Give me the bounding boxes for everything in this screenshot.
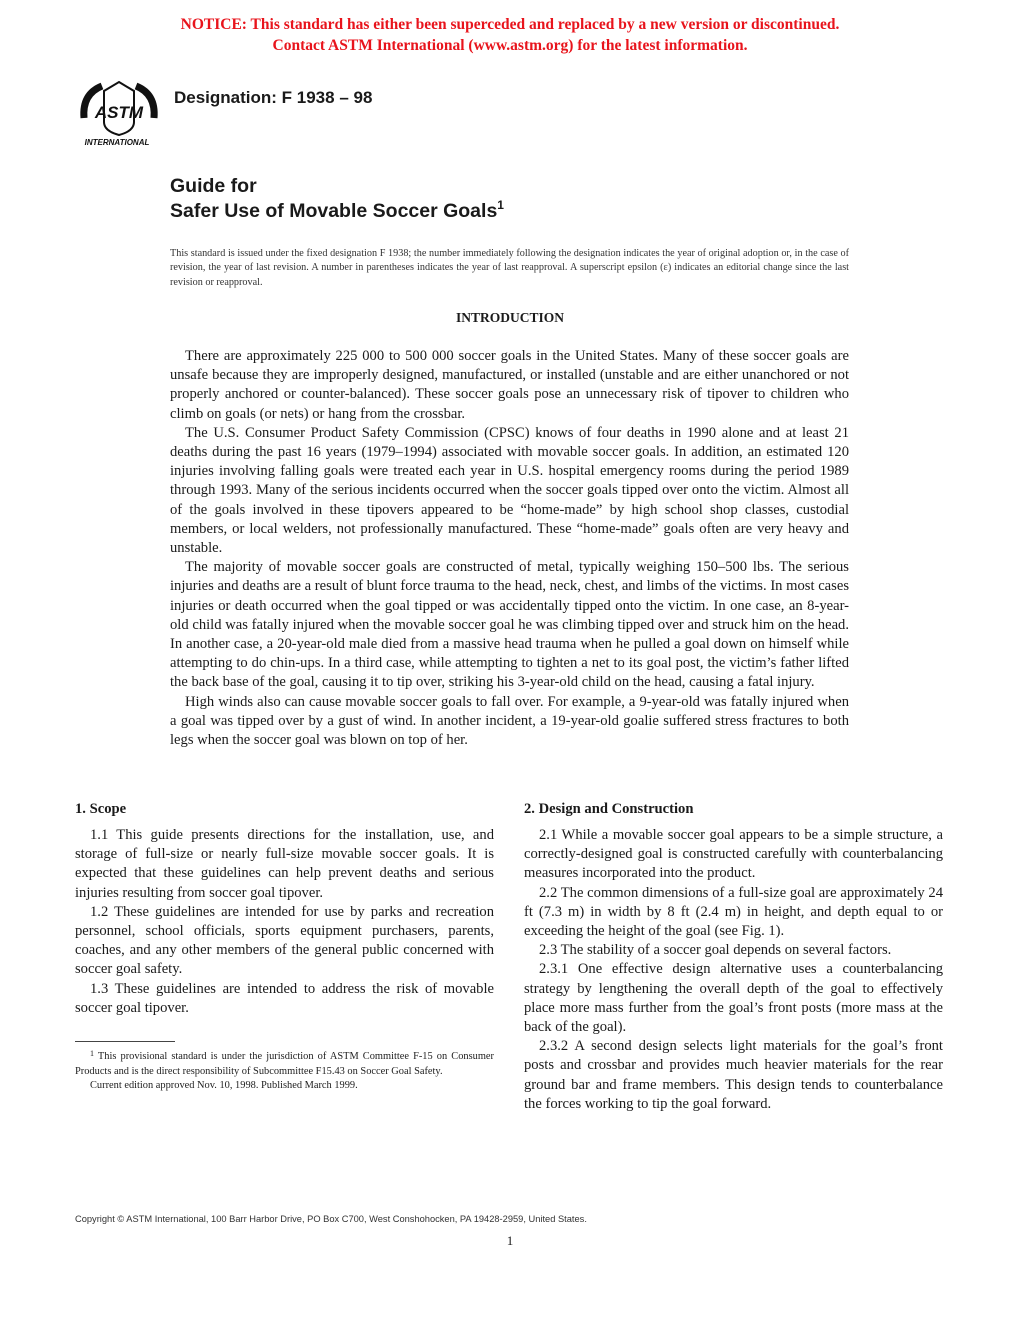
intro-paragraph: The U.S. Consumer Product Safety Commission (CPSC) knows of four deaths in 1990 alone and at least 21 deaths during the past 16 years (1979–1994) associated with movable soccer goals. In addition, an estimated 120 injuries involving falling goals were treated each year in U.S. hospital emergency rooms during the period 1989 through 1993. Many of the serious incidents occurred when the soccer goals tipped over onto the victim. Almost all of the goals involved in these tipovers appeared to be “home-made” by high school shop classes, custodial members, or local welders, not professionally manufactured. These “home-made” goals often are very heavy and unstable. [170,424,849,557]
issuance-note: This standard is issued under the fixed designation F 1938; the number immediately following the designation indicates the year of original adoption or, in the case of revision, the year of last revision. A number in parentheses indicates the year of last reapproval. A superscript epsilon (ε) indicates an editorial change since the last revision or reapproval. [170,248,849,288]
footnote-1-text: This provisional standard is under the jurisdiction of ASTM Committee F-15 on Consumer Products and is the direct responsibility of Subcommittee F15.43 on Soccer Goal Safety. [75,1051,494,1077]
footnotes [75,1050,494,1094]
notice-banner [0,14,1020,56]
section-scope [75,800,494,1018]
intro-paragraph: There are approximately 225 000 to 500 000 soccer goals in the United States. Many of these soccer goals are unsafe because they are improperly designed, manufactured, or installed (unstable and are either unanchored or not properly anchored or counter-balanced). These soccer goals pose an unnecessary risk of tipover to children who climb on goals (or nets) or hang from the crossbar. [170,348,849,422]
scope-paragraph: 1.1 This guide presents directions for the installation, use, and storage of full-size or nearly full-size movable soccer goals. It is expected that these guidelines can help prevent deaths and serious injuries resulting from soccer goal tipover. [75,827,494,901]
document-title [170,174,504,224]
design-paragraph: 2.3 The stability of a soccer goal depends on several factors. [539,942,892,959]
design-paragraph: 2.3.2 A second design selects light materials for the goal’s front posts and crossbar and provides much heavier materials for the rear ground bar and frame members. This design tends to counterbalance the forces working to tip the goal forward. [524,1038,943,1112]
introduction-body [170,347,849,750]
logo-subtext: INTERNATIONAL [84,138,150,147]
footnote-mark: 1 [90,1049,94,1058]
title-footnote-mark: 1 [497,198,504,212]
design-paragraph: 2.2 The common dimensions of a full-size goal are approximately 24 ft (7.3 m) in width by 8 ft (2.4 m) in height, and depth equal to or exceeding the height of the goal (see Fig. 1). [524,884,943,940]
introduction-heading: INTRODUCTION [455,310,564,325]
scope-paragraph: 1.3 These guidelines are intended to address the risk of movable soccer goal tipover. [75,980,494,1016]
design-paragraph: 2.1 While a movable soccer goal appears to be a simple structure, a correctly-designed goal is constructed carefully with counterbalancing measures incorporated into the product. [524,827,943,882]
logo-text: ASTM [94,103,144,122]
section-design-construction [524,800,943,1114]
notice-line-2: Contact ASTM International (www.astm.org) for the latest information. [272,37,748,54]
design-paragraph: 2.3.1 One effective design alternative uses a counterbalancing strategy by lengthening the overall depth of the goal to effectively place more mass further from the goal’s front posts (more mass at the back of the goal). [524,961,943,1036]
title-line-1: Guide for [170,175,257,197]
intro-paragraph: High winds also can cause movable soccer goals to fall over. For example, a 9-year-old was fatally injured when a goal was tipped over by a gust of wind. In another incident, a 19-year-old goalie suffered stress fractures to both legs when the soccer goal was blown on top of her. [170,693,849,749]
title-line-2-text: Safer Use of Movable Soccer Goals [170,200,498,222]
astm-logo-icon [76,78,162,148]
footnote-2: Current edition approved Nov. 10, 1998. Published March 1999. [90,1080,358,1091]
title-line-2 [170,199,504,224]
copyright: Copyright © ASTM International, 100 Barr Harbor Drive, PO Box C700, West Conshohocken, PA 19428-2959, United States. [75,1214,587,1224]
design-heading: 2. Design and Construction [524,801,694,817]
intro-paragraph: The majority of movable soccer goals are constructed of metal, typically weighing 150–500 lbs. The serious injuries and deaths are a result of blunt force trauma to the head, neck, chest, and limbs of the victims. In most cases injuries or death occurred when the goal tipped or was accidentally tipped onto the victim. In one case, an 8-year-old child was fatally injured when the movable soccer goal he was climbing tipped over and struck him on the head. In another case, a 20-year-old male died from a massive head trauma when he pulled a goal down on himself while attempting to do chin-ups. In a third case, while attempting to tighten a net to its goal post, the victim’s father lifted the back base of the goal, causing it to tip over, striking his 3-year-old child on the head, causing a fatal injury. [170,559,849,691]
footnote-1 [75,1050,494,1079]
scope-heading: 1. Scope [75,801,127,817]
notice-line-1: NOTICE: This standard has either been superceded and replaced by a new version or discontinued. [180,16,840,33]
designation: Designation: F 1938 – 98 [174,88,373,107]
scope-paragraph: 1.2 These guidelines are intended for use by parks and recreation personnel, school officials, sports equipment purchasers, parents, coaches, and any other members of the general public concerned with soccer goal safety. [75,903,494,978]
page-number: 1 [506,1233,514,1248]
footnote-divider [75,1041,175,1042]
